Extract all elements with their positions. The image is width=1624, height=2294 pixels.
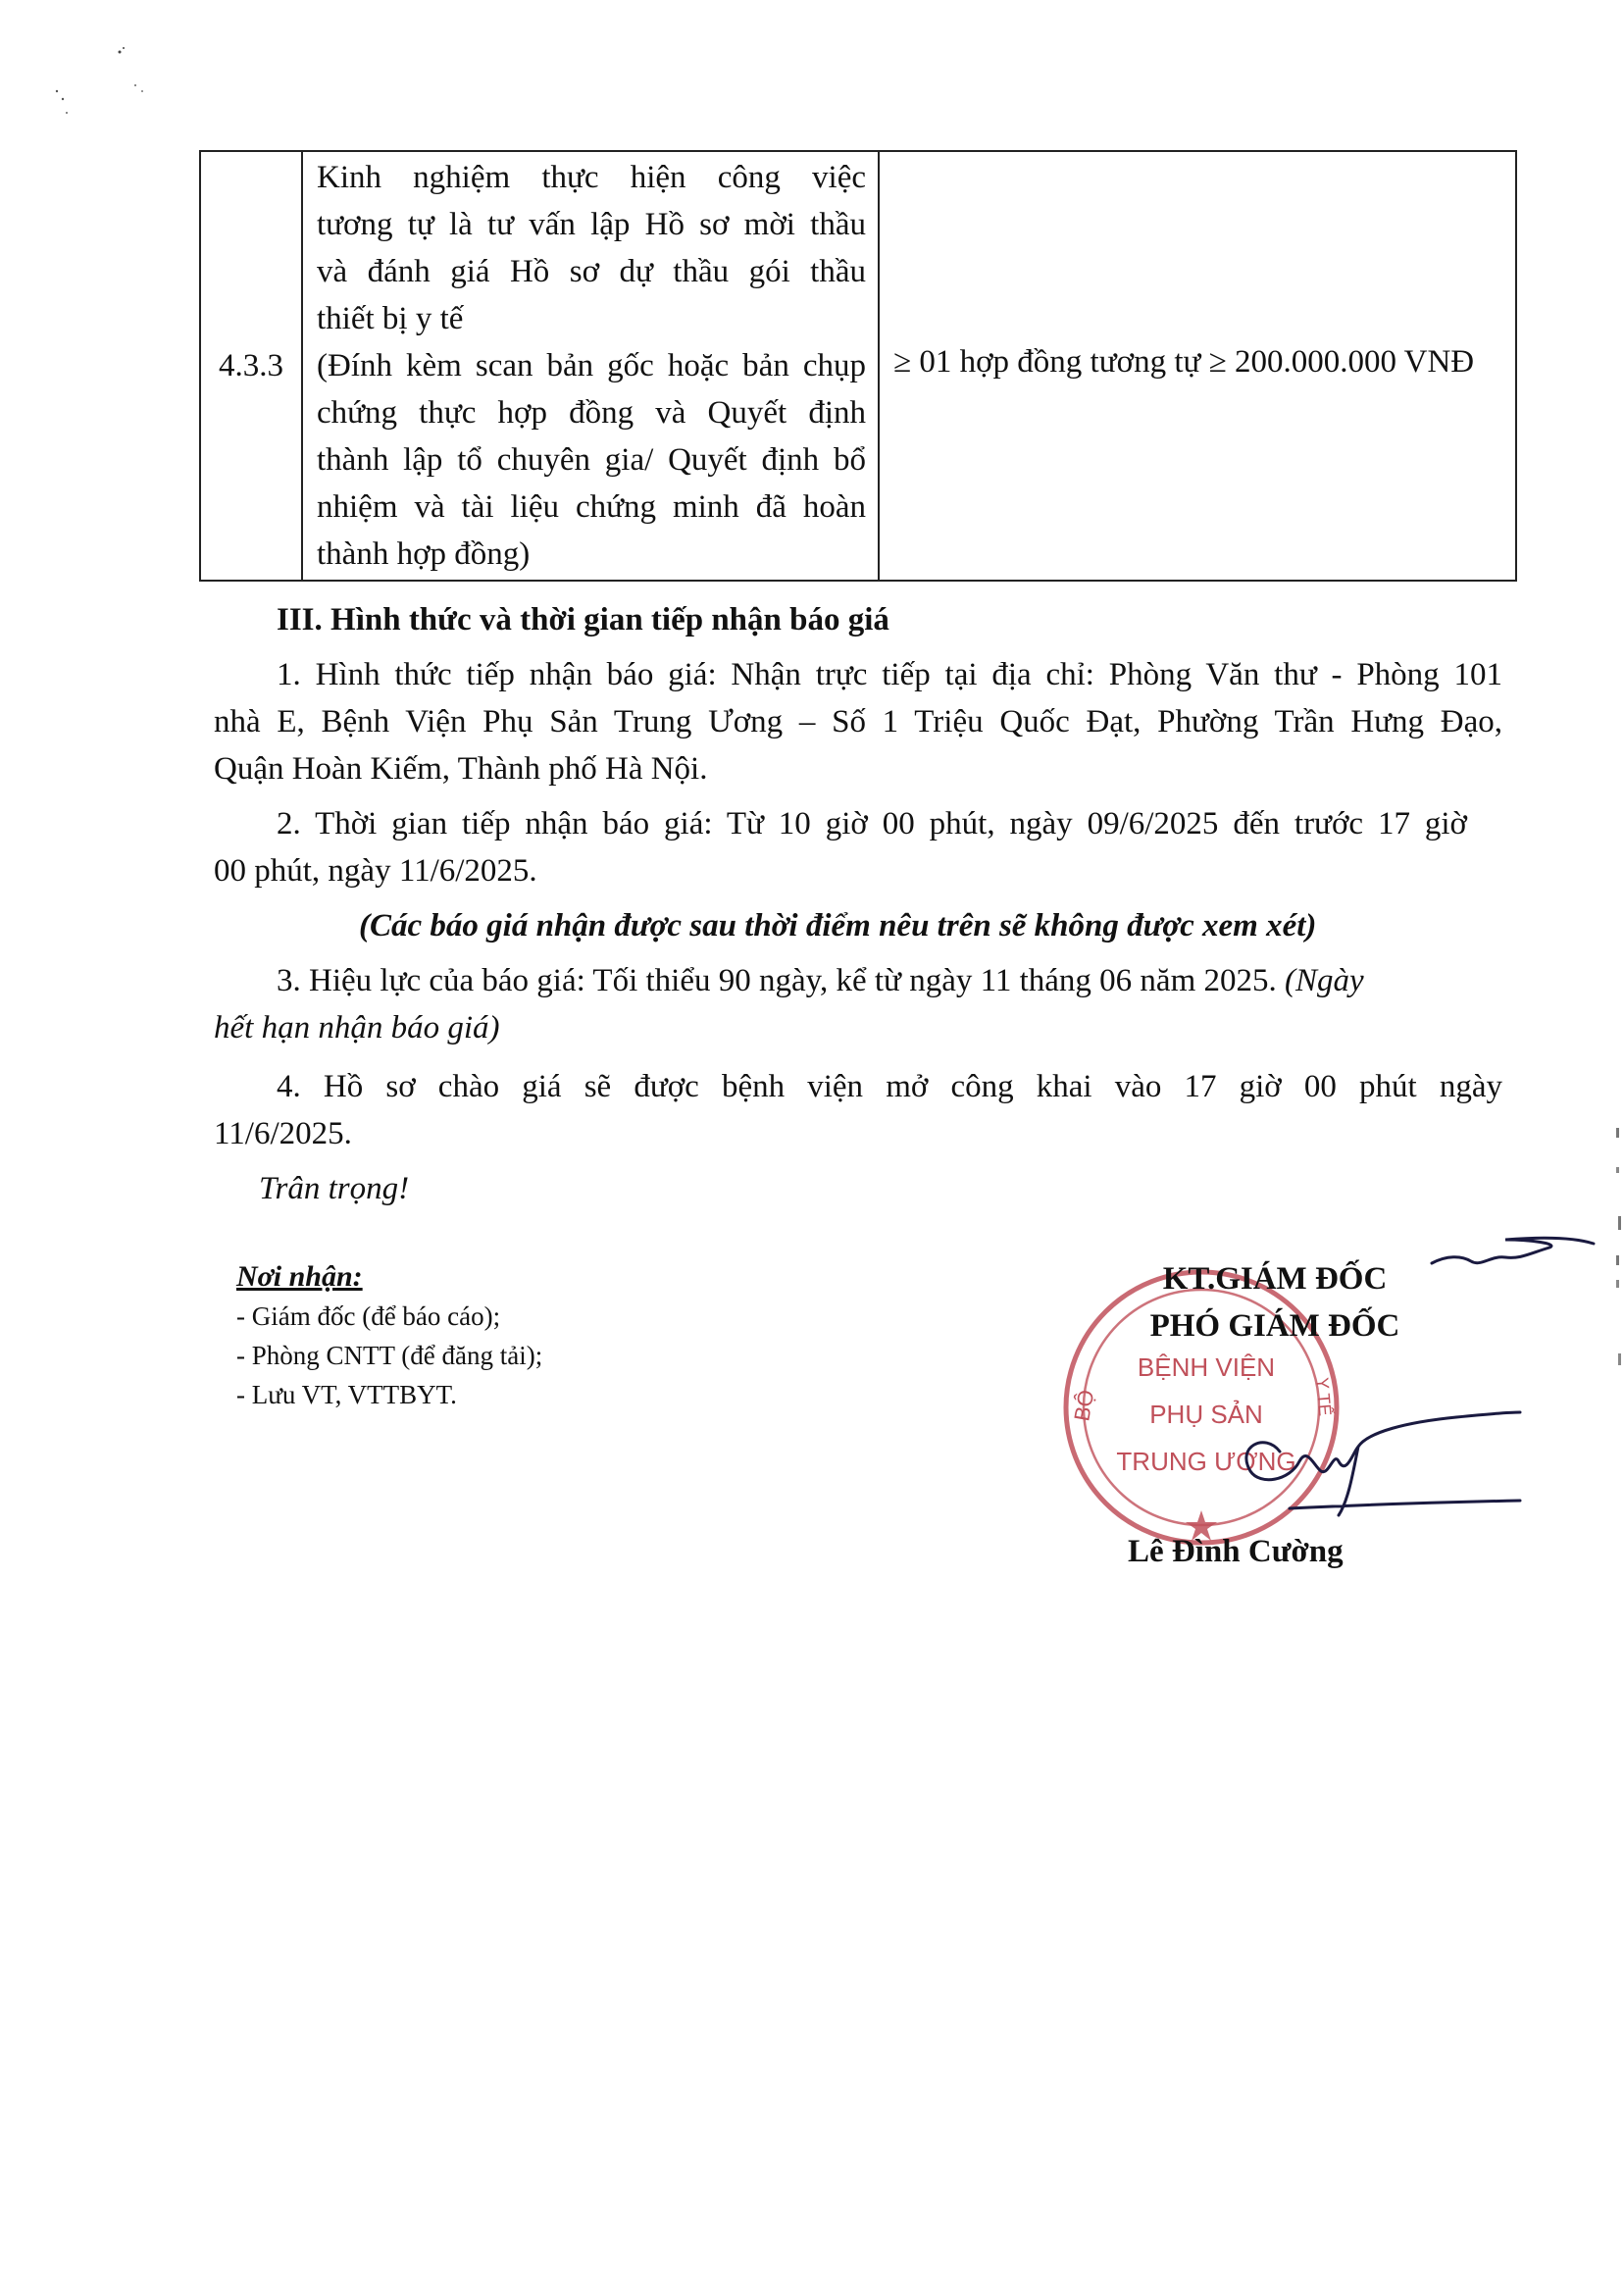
initials-signature: [1412, 1226, 1599, 1285]
item-4-line-1: 4. Hồ sơ chào giá sẽ được bệnh viện mở công khai vào 17 giờ 00 phút ngày: [277, 1069, 1502, 1104]
requirement-description: [302, 151, 879, 581]
signature-block: [1089, 1255, 1461, 1350]
row-number: 4.3.3: [200, 151, 302, 581]
description-line: tương tự là tư vấn lập Hồ sơ mời thầu: [317, 207, 866, 242]
signature-subtitle: PHÓ GIÁM ĐỐC: [1149, 1308, 1400, 1344]
director-signature: [1231, 1393, 1525, 1520]
requirement-value: ≥ 01 hợp đồng tương tự ≥ 200.000.000 VNĐ: [879, 151, 1516, 581]
stamp-line: TRUNG ƯƠNG: [1116, 1447, 1296, 1476]
item-3-line-2: hết hạn nhận báo giá): [214, 1010, 500, 1045]
item-3-text: 3. Hiệu lực của báo giá: Tối thiểu 90 ngày, kể từ ngày 11 tháng 06 năm 2025.: [277, 963, 1277, 998]
item-1-line-2: nhà E, Bệnh Viện Phụ Sản Trung Ương – Số 1 Triệu Quốc Đạt, Phường Trần Hưng Đạo,: [214, 704, 1502, 739]
item-3-italic-start: (Ngày: [1285, 963, 1364, 998]
description-line: thành lập tổ chuyên gia/ Quyết định bổ: [317, 442, 866, 478]
stamp-line: BỆNH VIỆN: [1137, 1352, 1276, 1382]
recipients-block: [236, 1257, 542, 1414]
signature-title: KT.GIÁM ĐỐC: [1162, 1261, 1388, 1297]
stamp-rim-right: Y TẾ: [1312, 1376, 1336, 1417]
scan-specks: [49, 44, 147, 123]
item-1-line-1: 1. Hình thức tiếp nhận báo giá: Nhận trực tiếp tại địa chỉ: Phòng Văn thư - Phòng 101: [277, 657, 1502, 692]
table-row: [200, 151, 1516, 581]
stamp-line: PHỤ SẢN: [1149, 1400, 1263, 1429]
recipient-item: - Giám đốc (để báo cáo);: [236, 1301, 501, 1331]
recipient-item: - Phòng CNTT (để đăng tải);: [236, 1341, 543, 1370]
description-line: thiết bị y tế: [317, 301, 464, 336]
item-1-line-3: Quận Hoàn Kiếm, Thành phố Hà Nội.: [214, 751, 708, 787]
section-heading: III. Hình thức và thời gian tiếp nhận báo giá: [277, 602, 889, 637]
recipient-item: - Lưu VT, VTTBYT.: [236, 1380, 457, 1409]
late-submission-note: (Các báo giá nhận được sau thời điểm nêu trên sẽ không được xem xét): [359, 908, 1317, 943]
closing-greeting: Trân trọng!: [259, 1171, 410, 1206]
item-4-line-2: 11/6/2025.: [214, 1116, 352, 1151]
recipients-title: Nơi nhận:: [236, 1260, 363, 1293]
description-line: (Đính kèm scan bản gốc hoặc bản chụp: [317, 348, 866, 383]
description-line: Kinh nghiệm thực hiện công việc: [317, 160, 866, 195]
item-2-line-2: 00 phút, ngày 11/6/2025.: [214, 853, 537, 889]
description-line: nhiệm và tài liệu chứng minh đã hoàn: [317, 489, 866, 525]
requirements-table: [199, 150, 1517, 582]
stamp-rim-left: BỘ: [1069, 1388, 1099, 1423]
scan-margin-marks: [1604, 1108, 1624, 1402]
description-line: chứng thực hợp đồng và Quyết định: [317, 395, 866, 431]
signer-name: Lê Đình Cường: [1128, 1534, 1344, 1569]
item-2-line-1: 2. Thời gian tiếp nhận báo giá: Từ 10 giờ 00 phút, ngày 09/6/2025 đến trước 17 giờ: [277, 806, 1467, 841]
description-line: thành hợp đồng): [317, 536, 531, 572]
item-3-line-1: [277, 957, 1502, 1004]
description-line: và đánh giá Hồ sơ dự thầu gói thầu: [317, 254, 866, 289]
